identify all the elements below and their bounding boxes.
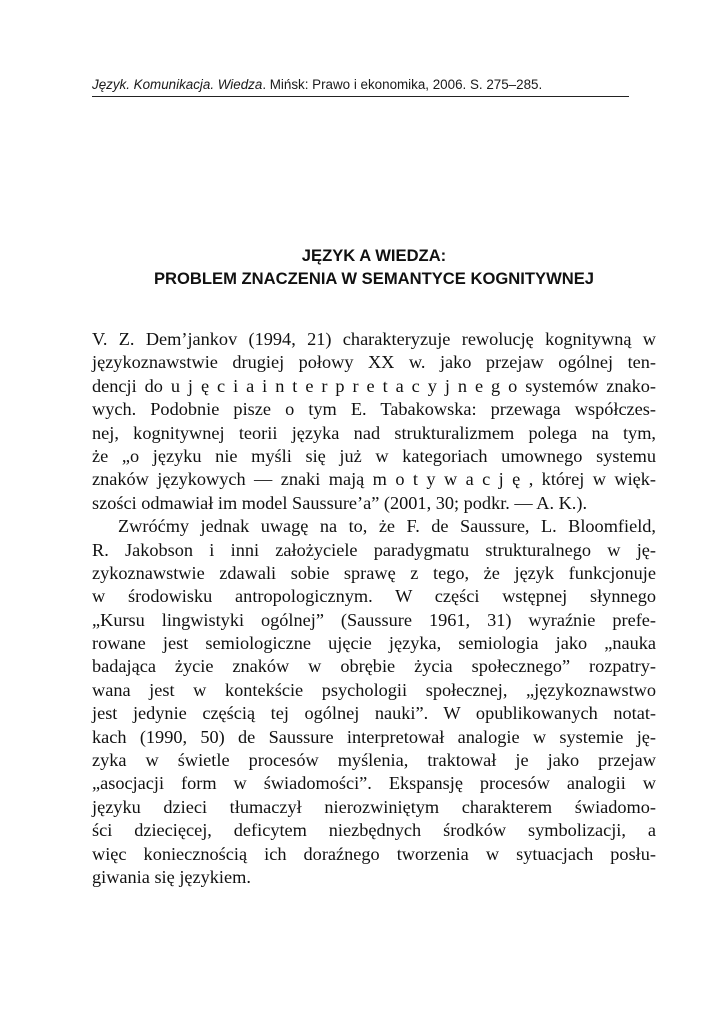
text-line: wana jest w kontekście psychologii społecznej, „językoznawstwo (92, 679, 656, 700)
text-line: językoznawstwie drugiej połowy XX w. jako przejaw ogólnej ten- (92, 352, 656, 373)
running-header (92, 76, 629, 94)
text-line: jest jedynie częścią tej ogólnej nauki”. W opublikowanych notat- (92, 703, 656, 724)
body-text (92, 328, 656, 889)
text-line: zykoznawstwie zdawali sobie sprawę z tego, że język funkcjonuje (92, 562, 656, 583)
title-line-1: JĘZYK A WIEDZA: (301, 246, 447, 265)
text-line: znaków językowych — znaki mają m o t y w a c j ę , której w więk- (92, 469, 656, 490)
text-line: „Kursu lingwistyki ogólnej” (Saussure 1961, 31) wyraźnie prefe- (92, 609, 656, 630)
text-line: szości odmawiał im model Saussure’a” (2001, 30; podkr. — A. K.). (92, 492, 588, 513)
text-line: V. Z. Dem’jankov (1994, 21) charakteryzuje rewolucję kognitywną w (92, 329, 656, 349)
citation-details: . Mińsk: Prawo i ekonomika, 2006. S. 275–285. (262, 77, 543, 92)
text-line: dencji do u j ę c i a i n t e r p r e t a c y j n e g o systemów znako- (92, 375, 656, 396)
text-line: że „o języku nie myśli się już w kategoriach umownego systemu (92, 445, 656, 466)
header-rule (92, 96, 629, 97)
text-line: R. Jakobson i inni założyciele paradygmatu strukturalnego w ję- (92, 539, 656, 560)
text-line: giwania się językiem. (92, 866, 251, 887)
title-line-2: PROBLEM ZNACZENIA W SEMANTYCE KOGNITYWNEJ (153, 269, 595, 288)
journal-title: Język. Komunikacja. Wiedza (92, 77, 263, 92)
text-line: „asocjacji form w świadomości”. Ekspansję procesów analogii w (92, 773, 656, 794)
text-line: ści dziecięcej, deficytem niezbędnych środków symbolizacji, a (92, 820, 656, 841)
text-line: nej, kognitywnej teorii języka nad strukturalizmem polega na tym, (92, 422, 656, 443)
text-line: więc koniecznością ich doraźnego tworzenia w sytuacjach posłu- (92, 843, 656, 864)
text-line: zyka w świetle procesów myślenia, traktował je jako przejaw (92, 750, 656, 771)
article-title (92, 244, 656, 290)
text-line: w środowisku antropologicznym. W części wstępnej słynnego (92, 586, 656, 607)
text-line: badająca życie znaków w obrębie życia społecznego” rozpatry- (92, 656, 656, 677)
text-line: rowane jest semiologiczne ujęcie języka, semiologia jako „nauka (92, 633, 656, 654)
text-line: wych. Podobnie pisze o tym E. Tabakowska: przewaga współczes- (92, 399, 656, 420)
text-line: Zwróćmy jednak uwagę na to, że F. de Saussure, L. Bloomfield, (118, 516, 656, 537)
text-line: kach (1990, 50) de Saussure interpretował analogie w systemie ję- (92, 726, 656, 747)
text-line: języku dzieci tłumaczył nierozwiniętym charakterem świadomo- (92, 796, 656, 817)
